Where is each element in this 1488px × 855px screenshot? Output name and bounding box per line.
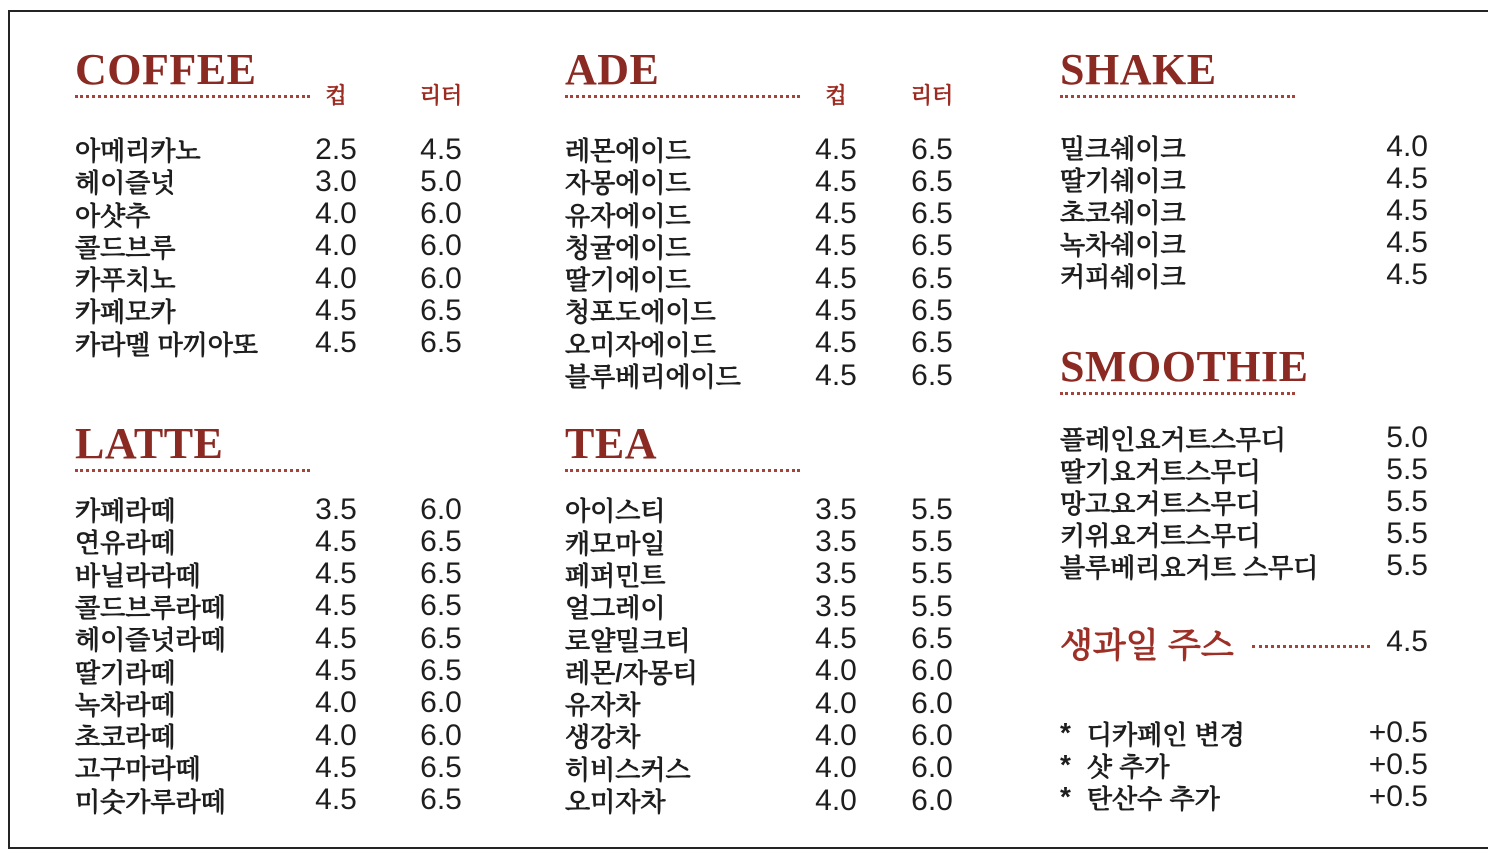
menu-item-row (1060, 227, 1428, 259)
item-price-cup: 4.5 (815, 132, 857, 166)
section-title-ade: ADE (565, 45, 660, 94)
menu-item-row (565, 292, 970, 328)
menu-item-row (1060, 550, 1428, 582)
item-price-cup: 4.5 (815, 358, 857, 392)
item-name: 미숫가루라떼 (75, 786, 226, 817)
item-name: 블루베리에이드 (565, 362, 741, 393)
item-price-liter: 6.0 (420, 261, 462, 295)
item-price-liter: 6.5 (911, 293, 953, 327)
tea-item-list (565, 491, 970, 818)
item-name: 바닐라라떼 (75, 560, 201, 591)
item-price-cup: 4.0 (315, 718, 357, 752)
menu-item-row (75, 163, 480, 199)
item-price-cup: 4.5 (315, 326, 357, 360)
section-title-wrap (565, 46, 791, 98)
dotted-rule (75, 469, 310, 472)
note-price: +0.5 (1368, 748, 1428, 781)
section-coffee (75, 45, 480, 360)
section-title-wrap (565, 420, 970, 472)
item-price-cup: 4.0 (815, 718, 857, 752)
menu-item-row (565, 325, 970, 360)
section-latte (75, 419, 480, 817)
item-name: 블루베리요거트 스무디 (1060, 552, 1319, 583)
item-price-liter: 6.5 (911, 358, 953, 392)
section-title-latte: LATTE (75, 419, 224, 469)
section-ade (565, 45, 970, 393)
item-name: 자몽에이드 (565, 168, 691, 199)
item-price: 5.0 (1386, 421, 1428, 454)
item-name: 밀크쉐이크 (1060, 133, 1186, 164)
menu-item-row (75, 620, 480, 656)
item-price: 4.0 (1386, 130, 1428, 163)
item-price-cup: 3.5 (815, 492, 857, 526)
item-price-cup: 4.5 (315, 654, 357, 688)
section-shake (1060, 46, 1428, 291)
item-name: 녹차라떼 (75, 689, 176, 720)
item-price-liter: 6.0 (911, 783, 953, 817)
item-name: 카페모카 (75, 297, 176, 328)
menu-item-row (565, 524, 970, 559)
fresh-juice-title: 생과일 주스 (1060, 626, 1234, 665)
section-header-shake (1060, 46, 1428, 98)
column-label-cup: 컵 (325, 83, 347, 108)
shake-item-list (1060, 131, 1428, 291)
item-price-liter: 6.5 (420, 524, 462, 558)
item-name: 딸기에이드 (565, 265, 691, 296)
item-name: 고구마라떼 (75, 754, 201, 785)
menu-item-row (1060, 486, 1428, 518)
menu-item-row (1060, 131, 1428, 163)
menu-item-row (75, 196, 480, 231)
item-price: 5.5 (1386, 517, 1428, 550)
item-price-liter: 5.5 (911, 492, 953, 526)
item-name: 플레인요거트스무디 (1060, 424, 1287, 455)
menu-item-row (565, 131, 970, 166)
section-title-wrap (1060, 46, 1428, 98)
item-price-liter: 6.0 (420, 718, 462, 752)
item-price-liter: 6.5 (911, 622, 953, 656)
item-price-cup: 4.5 (315, 557, 357, 591)
menu-item-row (75, 491, 480, 527)
section-title-wrap (75, 420, 480, 472)
item-price: 4.5 (1386, 162, 1428, 195)
menu-column-left (75, 45, 480, 817)
dotted-leader (1252, 645, 1371, 648)
surcharge-note-row (1060, 781, 1428, 813)
item-name: 헤이즐넛라떼 (75, 625, 226, 656)
item-price-cup: 4.5 (315, 524, 357, 558)
item-name: 유자차 (565, 690, 641, 721)
asterisk-marker: * (1060, 781, 1071, 812)
item-price-liter: 6.0 (420, 229, 462, 263)
column-label-liter: 리터 (419, 83, 463, 108)
item-price: 4.5 (1386, 194, 1428, 227)
item-price-cup: 4.5 (315, 589, 357, 623)
item-price: 4.5 (1386, 258, 1428, 291)
item-name: 얼그레이 (565, 593, 666, 624)
item-price-cup: 4.0 (315, 197, 357, 231)
menu-item-row (565, 588, 970, 624)
menu-item-row (75, 292, 480, 328)
menu-item-row (565, 782, 970, 818)
menu-item-row (565, 357, 970, 393)
item-price-liter: 6.5 (420, 293, 462, 327)
item-name: 초코라떼 (75, 722, 176, 753)
menu-item-row (565, 621, 970, 656)
item-name: 키위요거트스무디 (1060, 520, 1261, 551)
item-price-liter: 6.0 (911, 718, 953, 752)
surcharge-note-row (1060, 717, 1428, 749)
item-name: 커피쉐이크 (1060, 261, 1186, 292)
note-label: 샷 추가 (1086, 751, 1170, 782)
item-price-liter: 6.0 (420, 686, 462, 720)
item-price-cup: 4.5 (315, 621, 357, 655)
item-price-liter: 6.0 (911, 686, 953, 720)
item-name: 딸기요거트스무디 (1060, 456, 1261, 487)
item-name: 페퍼민트 (565, 560, 666, 591)
asterisk-marker: * (1060, 717, 1071, 748)
menu-item-row (565, 163, 970, 199)
section-title-tea: TEA (565, 419, 657, 469)
menu-item-row (75, 523, 480, 559)
dotted-rule (75, 95, 310, 98)
column-label-liter: 리터 (910, 83, 954, 108)
menu-item-row (75, 260, 480, 296)
item-name: 레몬에이드 (565, 136, 691, 166)
dotted-rule (1060, 392, 1295, 395)
menu-column-right (1060, 46, 1428, 813)
menu-item-row (75, 325, 480, 360)
item-price-cup: 4.5 (815, 326, 857, 360)
section-header-smoothie (1060, 343, 1428, 395)
menu-item-row (565, 653, 970, 688)
item-price-cup: 4.5 (315, 293, 357, 327)
item-price-cup: 4.0 (315, 686, 357, 720)
item-name: 콜드브루라떼 (75, 592, 226, 623)
item-price-liter: 6.5 (420, 589, 462, 623)
column-label-cup: 컵 (825, 83, 847, 108)
item-price-cup: 4.5 (815, 164, 857, 198)
latte-item-list (75, 491, 480, 817)
item-price-cup: 4.0 (815, 783, 857, 817)
section-title-wrap (1060, 343, 1428, 395)
item-price-cup: 2.5 (315, 132, 357, 166)
section-title-wrap (75, 46, 291, 98)
note-label: 디카페인 변경 (1086, 719, 1245, 750)
dotted-rule (565, 469, 800, 472)
item-name: 레몬/자몽티 (565, 657, 698, 688)
item-price-liter: 4.5 (420, 132, 462, 166)
item-name: 유자에이드 (565, 200, 691, 231)
item-price-cup: 3.0 (315, 164, 357, 198)
item-price-cup: 3.5 (815, 525, 857, 559)
item-name: 오미자에이드 (565, 329, 716, 360)
item-name: 로얄밀크티 (565, 625, 691, 656)
item-price-cup: 4.0 (815, 751, 857, 785)
menu-column-center (565, 45, 970, 818)
item-name: 히비스커스 (565, 754, 691, 785)
item-price: 5.5 (1386, 453, 1428, 486)
item-price-liter: 6.5 (911, 164, 953, 198)
item-price-liter: 6.5 (911, 326, 953, 360)
fresh-juice-price: 4.5 (1386, 625, 1428, 658)
item-name: 아메리카노 (75, 136, 201, 166)
item-price-liter: 6.5 (420, 654, 462, 688)
item-price-cup: 3.5 (815, 589, 857, 623)
menu-item-row (1060, 422, 1428, 454)
item-price-cup: 4.0 (315, 229, 357, 263)
note-price: +0.5 (1368, 780, 1428, 813)
menu-item-row (565, 685, 970, 721)
item-price-liter: 6.5 (420, 557, 462, 591)
menu-item-row (565, 228, 970, 263)
item-price-liter: 5.5 (911, 525, 953, 559)
section-header-ade (565, 45, 970, 108)
section-smoothie (1060, 343, 1428, 582)
menu-item-row (1060, 163, 1428, 195)
menu-item-row (565, 491, 970, 527)
item-name: 카페라떼 (75, 496, 176, 527)
item-price-cup: 4.5 (315, 783, 357, 817)
item-price: 5.5 (1386, 549, 1428, 582)
item-name: 헤이즐넛 (75, 168, 176, 199)
item-name: 캐모마일 (565, 528, 666, 559)
coffee-item-list (75, 131, 480, 360)
section-tea (565, 419, 970, 818)
item-price-liter: 6.5 (420, 783, 462, 817)
menu-item-row (75, 131, 480, 166)
item-price-liter: 6.5 (911, 261, 953, 295)
item-name: 초코쉐이크 (1060, 197, 1186, 228)
note-left (1060, 779, 1220, 816)
section-header-coffee (75, 45, 480, 108)
item-price-cup: 3.5 (815, 557, 857, 591)
item-price-cup: 4.5 (815, 197, 857, 231)
item-name: 녹차쉐이크 (1060, 229, 1186, 260)
item-name: 청귤에이드 (565, 232, 691, 263)
item-price-liter: 5.5 (911, 589, 953, 623)
surcharge-note-row (1060, 749, 1428, 781)
menu-item-row (1060, 454, 1428, 486)
section-title-coffee: COFFEE (75, 45, 257, 94)
menu-item-row (75, 588, 480, 623)
item-price-cup: 4.5 (815, 229, 857, 263)
item-name: 딸기쉐이크 (1060, 165, 1186, 196)
menu-item-row (565, 750, 970, 785)
fresh-juice-row (1060, 620, 1428, 664)
item-price-cup: 4.0 (315, 261, 357, 295)
item-name: 오미자차 (565, 787, 666, 818)
ade-item-list (565, 131, 970, 393)
menu-item-row (1060, 259, 1428, 291)
item-price-liter: 5.0 (420, 164, 462, 198)
smoothie-item-list (1060, 422, 1428, 582)
item-price-liter: 6.0 (420, 492, 462, 526)
section-header-tea (565, 420, 970, 472)
menu-item-row (75, 717, 480, 753)
item-price-liter: 6.5 (420, 621, 462, 655)
menu-item-row (75, 653, 480, 688)
item-price-liter: 6.5 (911, 229, 953, 263)
menu-item-row (565, 556, 970, 591)
menu-item-row (565, 717, 970, 753)
item-name: 망고요거트스무디 (1060, 488, 1261, 519)
item-price-liter: 5.5 (911, 557, 953, 591)
asterisk-marker: * (1060, 749, 1071, 780)
item-price-liter: 6.5 (420, 750, 462, 784)
item-price-liter: 6.0 (420, 197, 462, 231)
item-price-cup: 4.5 (815, 293, 857, 327)
note-price: +0.5 (1368, 716, 1428, 749)
item-price-liter: 6.0 (911, 751, 953, 785)
item-name: 생강차 (565, 722, 641, 753)
item-name: 연유라떼 (75, 528, 176, 559)
item-price-liter: 6.5 (911, 197, 953, 231)
item-name: 딸기라떼 (75, 657, 176, 688)
item-name: 청포도에이드 (565, 297, 716, 328)
item-price-liter: 6.5 (420, 326, 462, 360)
item-price-cup: 4.5 (315, 750, 357, 784)
item-price-liter: 6.5 (911, 132, 953, 166)
menu-item-row (1060, 195, 1428, 227)
menu-item-row (75, 685, 480, 720)
section-title-smoothie: SMOOTHIE (1060, 342, 1309, 391)
item-price-cup: 4.0 (815, 686, 857, 720)
item-price-cup: 4.5 (815, 261, 857, 295)
menu-item-row (1060, 518, 1428, 550)
item-price-liter: 6.0 (911, 654, 953, 688)
dotted-rule (1060, 95, 1295, 98)
section-title-shake: SHAKE (1060, 45, 1217, 94)
menu-item-row (75, 556, 480, 591)
dotted-rule (565, 95, 800, 98)
section-header-latte (75, 420, 480, 472)
item-name: 아이스티 (565, 496, 666, 527)
item-name: 카푸치노 (75, 265, 176, 296)
menu-item-row (75, 228, 480, 263)
item-name: 콜드브루 (75, 232, 176, 263)
menu-item-row (75, 782, 480, 817)
item-price-cup: 3.5 (315, 492, 357, 526)
item-name: 아샷추 (75, 200, 151, 231)
note-label: 탄산수 추가 (1086, 783, 1220, 814)
menu-item-row (565, 260, 970, 296)
menu-item-row (565, 196, 970, 231)
item-price: 4.5 (1386, 226, 1428, 259)
item-name: 카라멜 마끼아또 (75, 329, 259, 360)
item-price-cup: 4.5 (815, 622, 857, 656)
item-price-cup: 4.0 (815, 654, 857, 688)
item-price: 5.5 (1386, 485, 1428, 518)
menu-item-row (75, 749, 480, 785)
surcharge-notes-list (1060, 717, 1428, 813)
